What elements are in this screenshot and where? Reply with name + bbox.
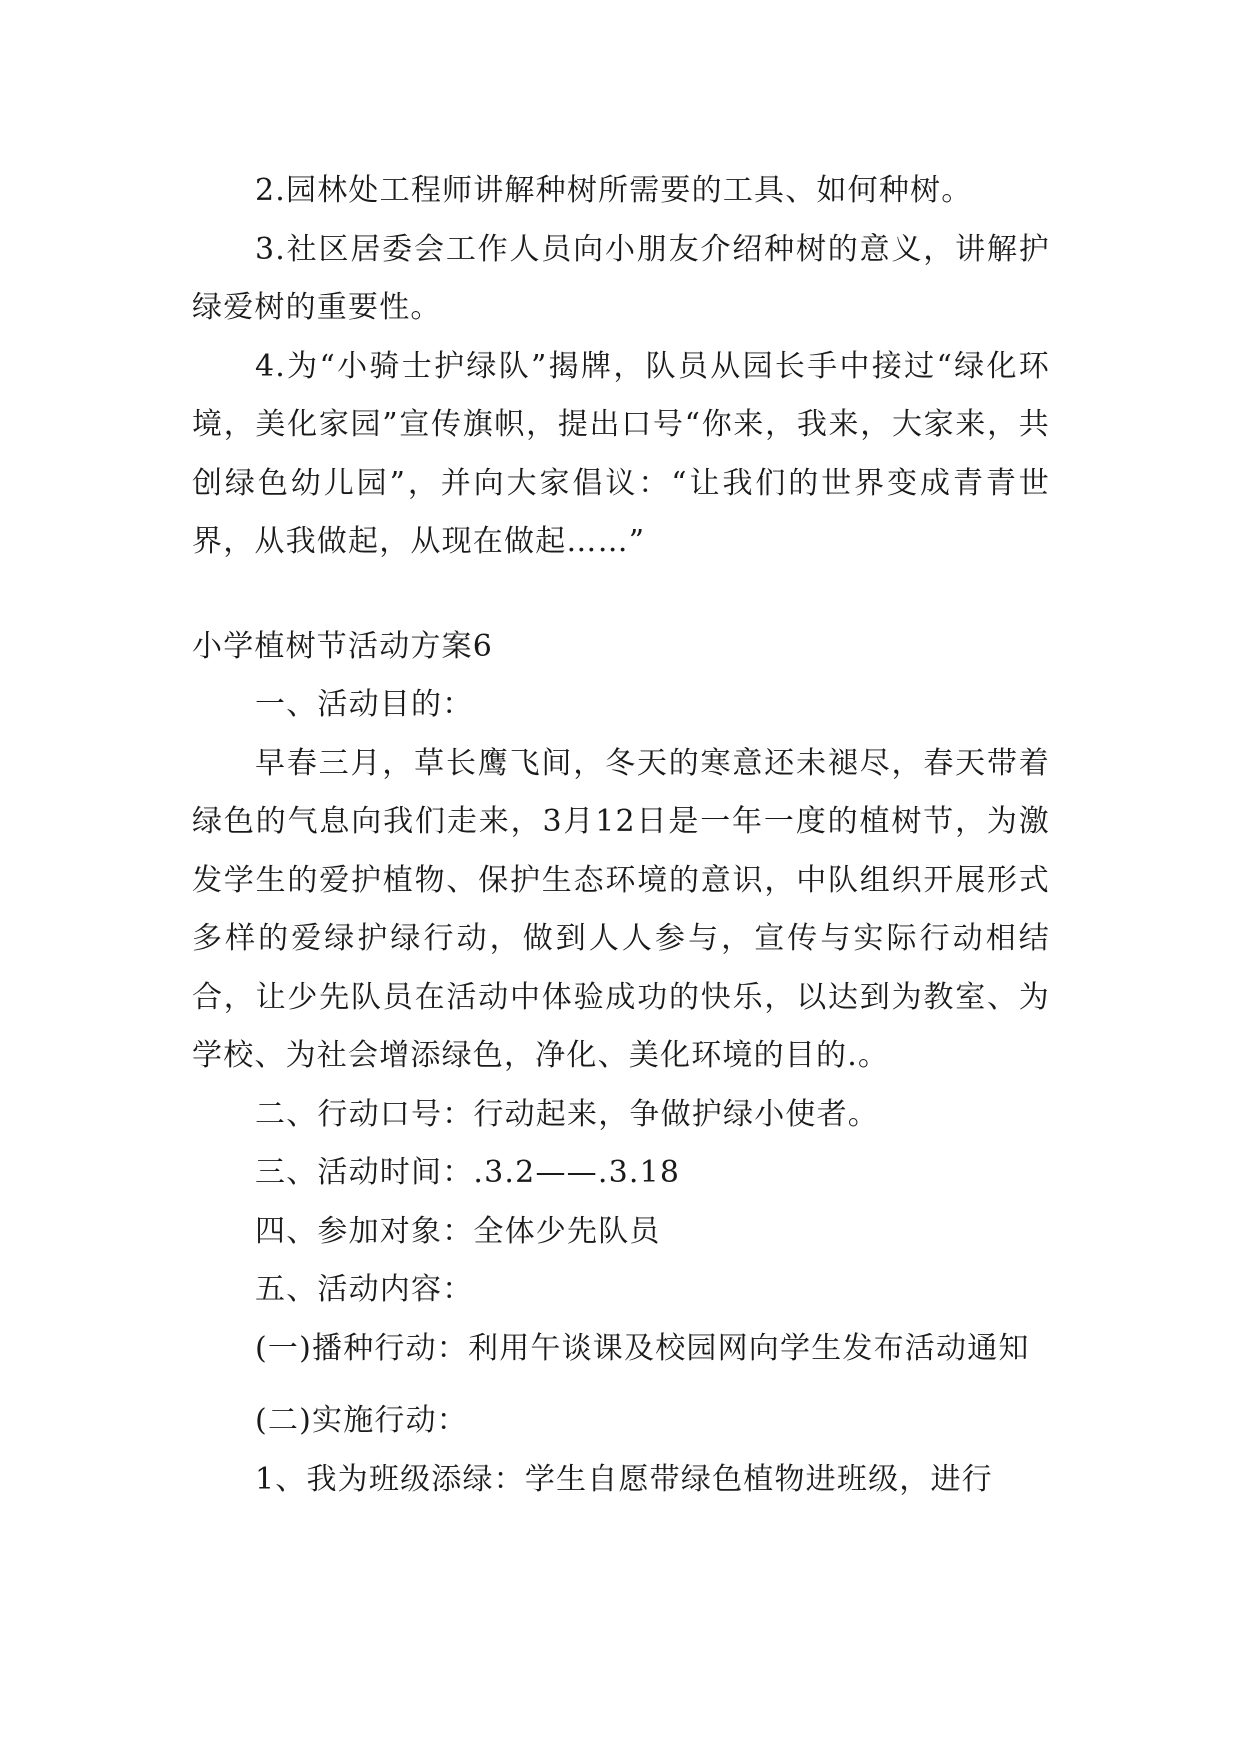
paragraph-activity-content-heading: 五、活动内容： [255, 1272, 474, 1307]
paragraph-activity-purpose: 早春三月，草长鹰飞间，冬天的寒意还未褪尽，春天带着绿色的气息向我们走来，3月12日是一年一度的植树节，为激发学生的爱护植物、保护生态环境的意识，中队组织开展形式多样的爱绿护绿行动，做到人人参与，宣传与实际行动相结合，让少先队员在活动中体验成功的快乐，以达到为教室、为学校、为社会增添绿色，净化、美化环境的目的.。 [192, 745, 1050, 1073]
document-body [192, 162, 1050, 1509]
paragraph-item-2: 2.园林处工程师讲解种树所需要的工具、如何种树。 [255, 173, 973, 208]
section-title: 小学植树节活动方案6 [192, 628, 494, 664]
paragraph-class-greening: 1、我为班级添绿：学生自愿带绿色植物进班级，进行 [255, 1461, 993, 1497]
paragraph-item-4: 4.为“小骑士护绿队”揭牌，队员从园长手中接过“绿化环境，美化家园”宣传旗帜，提出口号“你来，我来，大家来，共创绿色幼儿园”，并向大家倡议：“让我们的世界变成青青世界，从我做起，从现在做起……” [192, 348, 1050, 559]
paragraph-participants: 四、参加对象：全体少先队员 [255, 1213, 661, 1249]
paragraph-sowing-action: (一)播种行动：利用午谈课及校园网向学生发布活动通知 [255, 1330, 1030, 1366]
paragraph-item-3: 3.社区居委会工作人员向小朋友介绍种树的意义，讲解护绿爱树的重要性。 [192, 231, 1050, 325]
paragraph-activity-purpose-heading: 一、活动目的： [255, 687, 474, 722]
paragraph-implementation-action: (二)实施行动： [255, 1403, 469, 1438]
paragraph-activity-time: 三、活动时间：.3.2——.3.18 [255, 1155, 681, 1190]
paragraph-slogan: 二、行动口号：行动起来，争做护绿小使者。 [255, 1096, 879, 1132]
